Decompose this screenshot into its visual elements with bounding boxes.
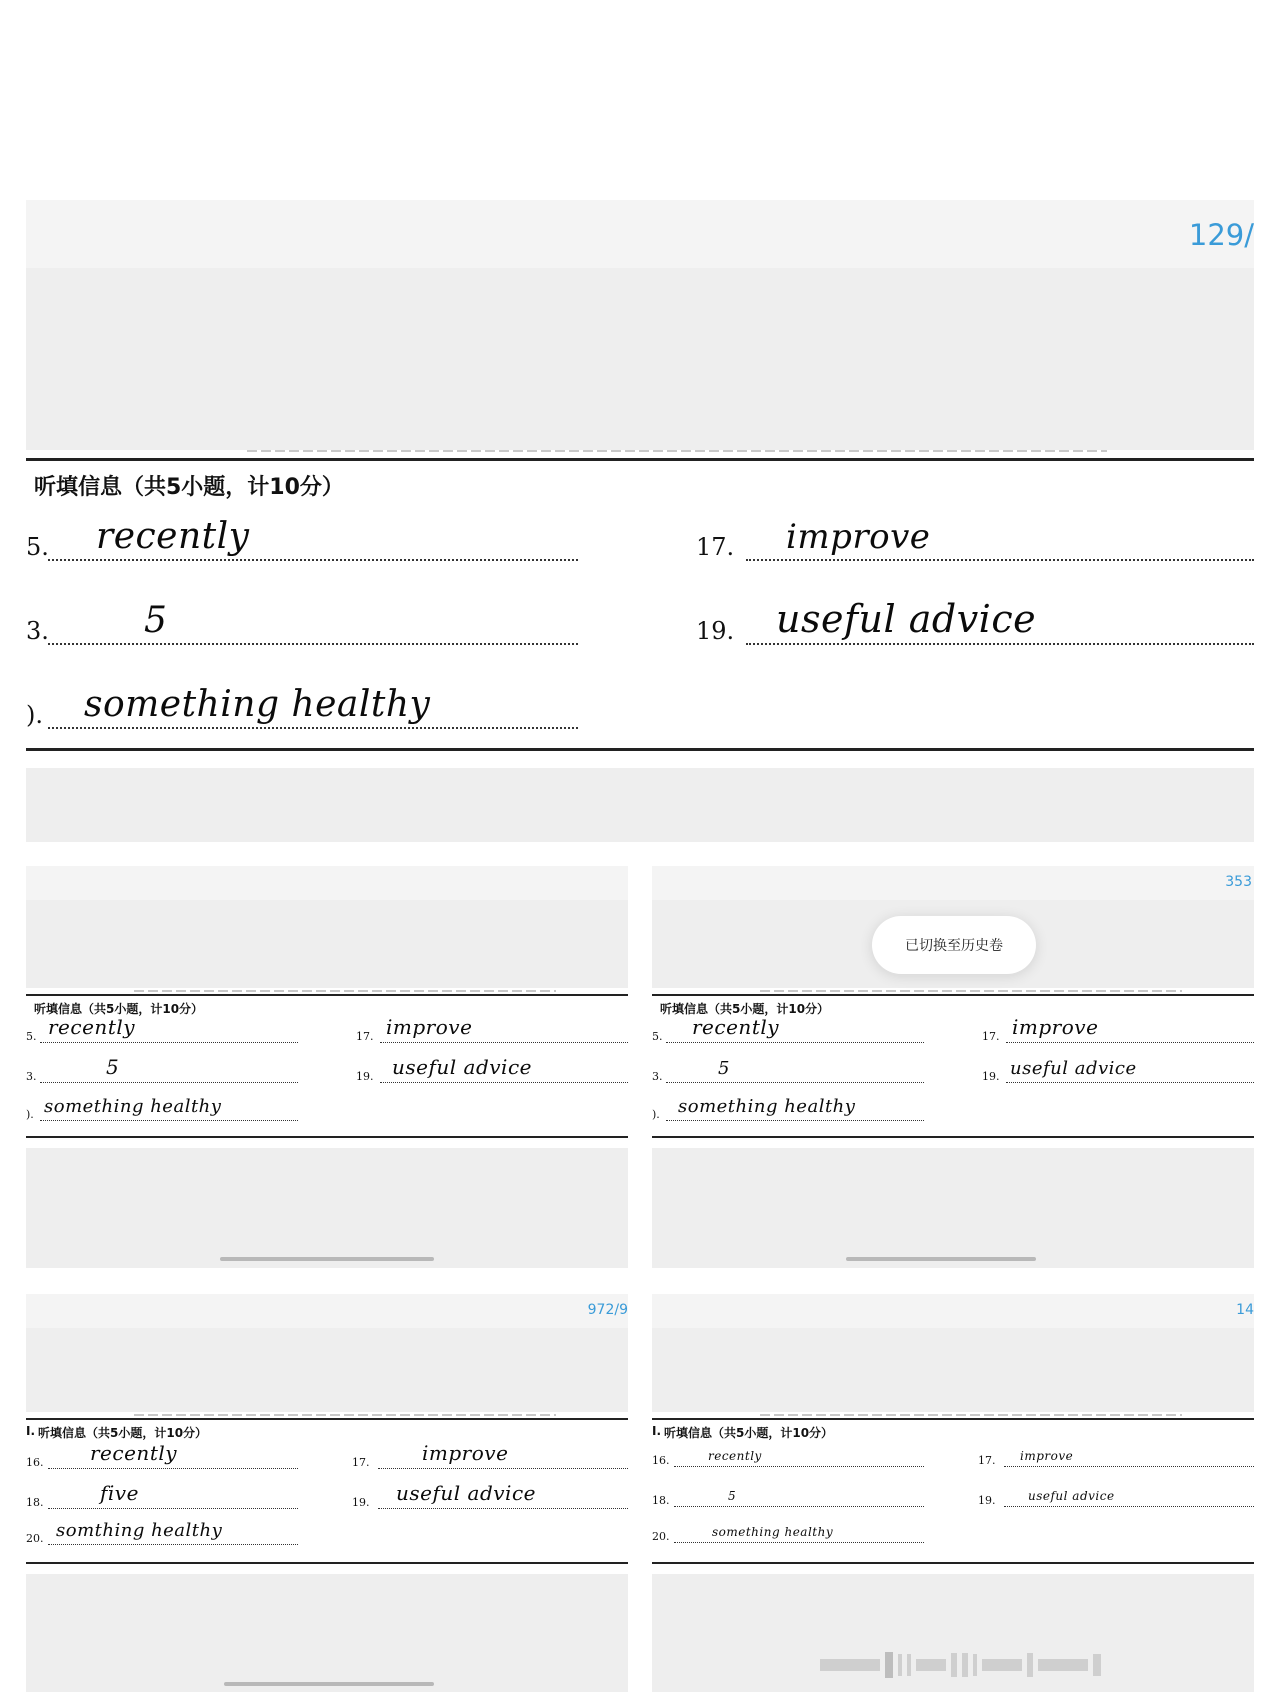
handwritten-answer: something healthy (84, 684, 431, 725)
answer-line (48, 559, 578, 561)
home-indicator[interactable] (220, 1257, 434, 1261)
answer-item (652, 1015, 924, 1043)
screenshot-middle-right (652, 866, 1254, 1268)
section-prefix: I. (26, 1424, 36, 1438)
answer-item (652, 1489, 924, 1507)
answer-line (48, 643, 578, 645)
section-rule (26, 748, 1254, 751)
handwritten-answer: recently (692, 1015, 780, 1039)
answer-sheet (26, 1420, 628, 1560)
section-title: 听填信息（共5小题，计10分） (34, 475, 344, 500)
handwritten-answer: recently (708, 1449, 762, 1463)
handwritten-answer: 5 (728, 1489, 737, 1503)
handwritten-answer: useful advice (396, 1481, 536, 1505)
answer-line (1006, 1042, 1254, 1043)
question-number: 19. (352, 1496, 370, 1509)
answer-line (40, 1082, 298, 1083)
question-number: ). (26, 1108, 34, 1121)
answer-item (352, 1481, 628, 1509)
question-number: 5. (652, 1030, 663, 1043)
handwritten-answer: five (100, 1481, 139, 1505)
handwritten-answer: recently (90, 1441, 178, 1465)
question-number: 17. (352, 1456, 370, 1469)
toast-message: 已切换至历史卷 (872, 916, 1036, 974)
answer-item (26, 1096, 298, 1121)
question-number: 3. (26, 617, 49, 645)
answer-line (666, 1082, 924, 1083)
answer-line (378, 1508, 628, 1509)
page-counter: 129/ (1188, 218, 1254, 252)
handwritten-answer: improve (422, 1441, 509, 1465)
handwritten-answer: improve (1012, 1015, 1099, 1039)
answer-line (378, 1468, 628, 1469)
page-counter: 14 (1236, 1302, 1254, 1318)
handwritten-answer: somthing healthy (56, 1520, 223, 1541)
section-rule (26, 1136, 628, 1138)
question-number: 5. (26, 533, 49, 561)
handwritten-answer: useful advice (1028, 1489, 1115, 1503)
section-rule (652, 1562, 1254, 1564)
handwritten-answer: 5 (144, 600, 168, 641)
screenshot-middle-left (26, 866, 628, 1268)
answer-item (982, 1058, 1254, 1083)
answer-item (26, 600, 578, 645)
answer-line (674, 1466, 924, 1467)
question-number: 5. (26, 1030, 37, 1043)
question-number: 16. (26, 1456, 44, 1469)
reader-top-bar (26, 866, 628, 900)
answer-item (696, 597, 1254, 645)
handwritten-answer: useful advice (776, 597, 1037, 641)
answer-line (674, 1506, 924, 1507)
handwritten-answer: something healthy (678, 1096, 856, 1117)
section-title: 听填信息（共5小题，计10分） (660, 1002, 830, 1016)
question-number: 19. (356, 1070, 374, 1083)
handwritten-answer: something healthy (712, 1525, 834, 1539)
section-rule (652, 1136, 1254, 1138)
watermark-logo (820, 1652, 1101, 1678)
handwritten-answer: useful advice (392, 1055, 532, 1079)
question-number: 17. (696, 533, 735, 561)
question-number: 18. (652, 1494, 670, 1507)
answer-item (352, 1441, 628, 1469)
answer-line (40, 1042, 298, 1043)
blank-area (652, 1328, 1254, 1412)
screenshot-large (26, 200, 1254, 842)
answer-item (978, 1489, 1254, 1507)
question-number: 17. (978, 1454, 996, 1467)
question-number: 20. (652, 1530, 670, 1543)
answer-line (380, 1042, 628, 1043)
answer-line (666, 1042, 924, 1043)
answer-item (652, 1058, 924, 1083)
blank-area (26, 900, 628, 988)
answer-item (26, 1441, 298, 1469)
question-number: 17. (356, 1030, 374, 1043)
reader-top-bar (26, 200, 1254, 268)
home-indicator[interactable] (224, 1682, 434, 1686)
blank-area (26, 768, 1254, 842)
handwritten-answer: recently (48, 1015, 136, 1039)
answer-item (652, 1449, 924, 1467)
answer-line (40, 1120, 298, 1121)
handwritten-answer: something healthy (44, 1096, 222, 1117)
handwritten-answer: improve (386, 1015, 473, 1039)
answer-line (674, 1542, 924, 1543)
page-counter: 353 (1225, 874, 1252, 890)
answer-item (26, 684, 578, 729)
answer-line (48, 1508, 298, 1509)
question-number: 20. (26, 1532, 44, 1545)
answer-line (1006, 1082, 1254, 1083)
answer-item (356, 1015, 628, 1043)
question-number: ). (652, 1108, 660, 1121)
section-rule (26, 458, 1254, 461)
answer-line (48, 727, 578, 729)
section-title: 听填信息（共5小题，计10分） (34, 1002, 204, 1016)
answer-item (356, 1055, 628, 1083)
answer-item (978, 1449, 1254, 1467)
reader-top-bar (652, 1294, 1254, 1328)
answer-item (26, 1055, 298, 1083)
question-number: 19. (982, 1070, 1000, 1083)
question-number: 19. (696, 617, 735, 645)
question-number: 3. (26, 1070, 37, 1083)
blank-area (652, 1148, 1254, 1268)
answer-sheet (652, 1420, 1254, 1560)
reader-top-bar (26, 1294, 628, 1328)
answer-item (652, 1096, 924, 1121)
answer-item (26, 1015, 298, 1043)
answer-item (982, 1015, 1254, 1043)
answer-sheet (26, 996, 628, 1136)
screenshot-bottom-left (26, 1294, 628, 1692)
question-number: 16. (652, 1454, 670, 1467)
answer-line (48, 1468, 298, 1469)
handwritten-answer: 5 (106, 1055, 120, 1079)
question-number: ). (26, 701, 43, 729)
section-title: 听填信息（共5小题，计10分） (38, 1426, 208, 1440)
answer-sheet (652, 996, 1254, 1136)
page-counter: 972/9 (587, 1302, 628, 1318)
blank-area (26, 1328, 628, 1412)
question-number: 3. (652, 1070, 663, 1083)
question-number: 19. (978, 1494, 996, 1507)
section-title: 听填信息（共5小题，计10分） (664, 1426, 834, 1440)
answer-line (380, 1082, 628, 1083)
answer-item (26, 516, 578, 561)
handwritten-answer: improve (1020, 1449, 1074, 1463)
answer-sheet (26, 462, 1254, 752)
handwritten-answer: 5 (718, 1058, 730, 1079)
section-rule (26, 1562, 628, 1564)
blank-area (26, 1574, 628, 1692)
answer-line (48, 1544, 298, 1545)
handwritten-answer: useful advice (1010, 1058, 1137, 1079)
answer-line (746, 559, 1254, 561)
answer-item (696, 517, 1254, 561)
answer-line (1004, 1506, 1254, 1507)
question-number: 18. (26, 1496, 44, 1509)
handwritten-answer: recently (96, 516, 250, 557)
reader-top-bar (652, 866, 1254, 900)
cropped-text-edge (26, 448, 1254, 454)
answer-line (746, 643, 1254, 645)
answer-item (652, 1525, 924, 1543)
screenshot-bottom-right (652, 1294, 1254, 1692)
answer-item (26, 1481, 298, 1509)
blank-area (26, 1148, 628, 1268)
answer-item (26, 1520, 298, 1545)
handwritten-answer: improve (786, 517, 931, 557)
section-prefix: I. (652, 1424, 662, 1438)
answer-line (1004, 1466, 1254, 1467)
answer-line (666, 1120, 924, 1121)
question-number: 17. (982, 1030, 1000, 1043)
home-indicator[interactable] (846, 1257, 1036, 1261)
blank-area (26, 268, 1254, 450)
